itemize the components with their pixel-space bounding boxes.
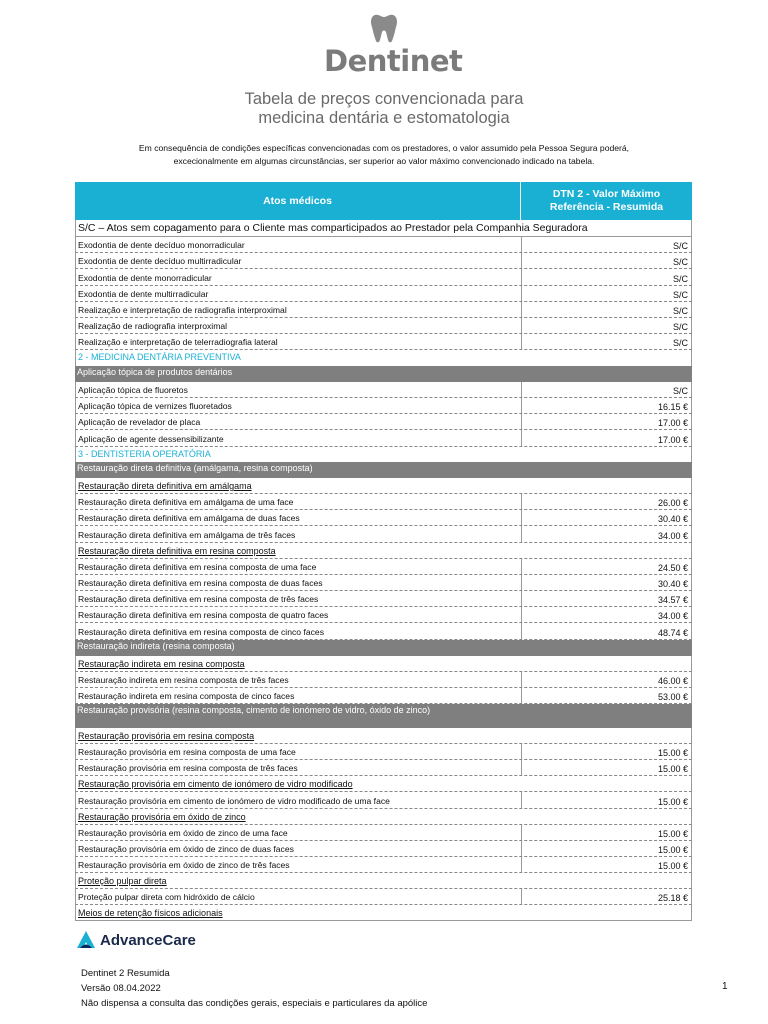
table-row: [75, 494, 692, 510]
act-price: S/C: [521, 237, 691, 252]
act-price: 15.00 €: [521, 744, 691, 759]
table-row: [75, 237, 692, 253]
act-label: Restauração indireta em resina composta de cinco faces: [78, 690, 295, 701]
table-row: [75, 672, 692, 688]
act-price: 30.40 €: [521, 510, 691, 525]
act-label: Restauração indireta em resina composta de três faces: [78, 674, 289, 685]
table-row: [75, 382, 692, 398]
act-price: 15.00 €: [521, 760, 691, 775]
act-price: 34.57 €: [521, 591, 691, 606]
table-row: [75, 302, 692, 318]
act-label: Restauração provisória em cimento de ionómero de vidro modificado de uma face: [78, 795, 390, 806]
table-row: [75, 792, 692, 808]
table-row: [75, 841, 692, 857]
advancecare-logo-icon: [76, 930, 96, 950]
act-price: S/C: [521, 302, 691, 317]
advancecare-logo: [76, 930, 196, 950]
price-table: [75, 182, 692, 921]
act-label: Realização de radiografia interproximal: [78, 321, 228, 332]
act-label: Restauração provisória em óxido de zinco de uma face: [78, 827, 288, 838]
act-label: Exodontia de dente monorradicular: [78, 272, 212, 283]
act-label: Proteção pulpar direta com hidróxido de cálcio: [78, 892, 255, 903]
table-row: [75, 575, 692, 591]
table-row: [75, 591, 692, 607]
act-label: Aplicação tópica de fluoretos: [78, 385, 188, 395]
sc-notice: S/C – Atos sem copagamento para o Cliente mas comparticipados ao Prestador pela Companhia Seguradora: [75, 220, 692, 237]
intro-line-1: Em consequência de condições específicas convencionadas com os prestadores, o valor assumido pela Pessoa Segura poderá,: [138, 143, 630, 153]
act-price: S/C: [521, 286, 691, 301]
subgroup-heading: Restauração provisória em resina composta: [75, 728, 692, 744]
subgroup-heading: Proteção pulpar direta: [75, 873, 692, 889]
table-row: [75, 318, 692, 334]
table-row: [75, 688, 692, 704]
footer-line-2: Versão 08.04.2022: [81, 983, 161, 994]
table-row: [75, 510, 692, 526]
table-row: [75, 857, 692, 873]
act-label: Aplicação de agente dessensibilizante: [78, 433, 224, 444]
subgroup-heading: Meios de retenção físicos adicionais: [75, 905, 692, 921]
act-price: S/C: [521, 334, 691, 349]
page-title: [0, 90, 768, 128]
footer-line-1: Dentinet 2 Resumida: [81, 968, 170, 979]
act-price: S/C: [521, 382, 691, 397]
header-value-line-1: DTN 2 - Valor Máximo: [552, 188, 661, 200]
page-number: 1: [722, 981, 728, 992]
table-row: [75, 398, 692, 414]
table-row: [75, 744, 692, 760]
act-price: 15.00 €: [521, 857, 691, 872]
act-label: Restauração provisória em óxido de zinco de três faces: [78, 860, 290, 871]
act-label: Restauração direta definitiva em amálgama de duas faces: [78, 513, 300, 524]
subgroup-heading: Restauração indireta em resina composta: [75, 656, 692, 672]
act-label: Exodontia de dente multirradicular: [78, 288, 209, 299]
act-label: Restauração direta definitiva em resina composta de uma face: [78, 561, 317, 572]
table-row: [75, 334, 692, 350]
act-price: 15.00 €: [521, 825, 691, 840]
intro-text: [80, 142, 688, 168]
act-label: Restauração direta definitiva em resina composta de duas faces: [78, 578, 323, 588]
act-label: Exodontia de dente decíduo multirradicular: [78, 256, 242, 267]
footer: [81, 966, 427, 1011]
table-row: [75, 269, 692, 285]
act-price: 48.74 €: [521, 623, 691, 638]
act-price: 24.50 €: [521, 559, 691, 574]
act-price: 53.00 €: [521, 688, 691, 703]
section-heading: 2 - MEDICINA DENTÁRIA PREVENTIVA: [75, 350, 692, 366]
act-price: 34.00 €: [521, 607, 691, 622]
act-label: Restauração provisória em resina composta de três faces: [78, 763, 298, 774]
act-label: Realização e interpretação de radiografia interproximal: [78, 304, 287, 315]
group-heading: Restauração direta definitiva (amálgama, resina composta): [75, 462, 692, 478]
subgroup-heading: Restauração provisória em cimento de ionómero de vidro modificado: [75, 776, 692, 792]
act-price: 15.00 €: [521, 841, 691, 856]
table-row: [75, 607, 692, 623]
table-row: [75, 889, 692, 905]
table-row: [75, 526, 692, 542]
act-price: 26.00 €: [521, 494, 691, 509]
section-heading: 3 - DENTISTERIA OPERATÓRIA: [75, 447, 692, 463]
table-row: [75, 559, 692, 575]
header-value-line-2: Referência - Resumida: [549, 201, 664, 213]
act-price: 30.40 €: [521, 575, 691, 590]
act-price: 25.18 €: [521, 889, 691, 904]
group-heading: Aplicação tópica de produtos dentários: [75, 366, 692, 382]
group-heading: Restauração provisória (resina composta, cimento de ionómero de vidro, óxido de zinco): [75, 704, 692, 728]
act-label: Restauração direta definitiva em amálgama de três faces: [78, 529, 296, 540]
act-label: Restauração direta definitiva em resina composta de quatro faces: [78, 610, 329, 621]
footer-line-3: Não dispensa a consulta das condições gerais, especiais e particulares da apólice: [81, 998, 428, 1009]
table-row: [75, 430, 692, 446]
table-row: [75, 253, 692, 269]
act-label: Restauração provisória em resina composta de uma face: [78, 747, 296, 758]
header-acts: Atos médicos: [75, 182, 521, 220]
table-body: [75, 237, 692, 921]
subgroup-heading: Restauração direta definitiva em resina composta: [75, 543, 692, 559]
act-label: Exodontia de dente decíduo monorradicular: [78, 240, 245, 251]
table-header: [75, 182, 692, 220]
act-label: Restauração direta definitiva em resina composta de três faces: [78, 594, 319, 605]
table-row: [75, 414, 692, 430]
table-row: [75, 825, 692, 841]
header-value: [521, 182, 692, 220]
act-label: Restauração direta definitiva em amálgama de uma face: [78, 497, 294, 508]
act-label: Realização e interpretação de telerradiografia lateral: [78, 337, 278, 348]
act-price: S/C: [521, 318, 691, 333]
act-price: 34.00 €: [521, 526, 691, 541]
act-price: 17.00 €: [521, 430, 691, 445]
act-label: Restauração direta definitiva em resina composta de cinco faces: [78, 626, 325, 637]
title-line-1: Tabela de preços convencionada para: [244, 90, 524, 108]
tooth-icon: [369, 12, 399, 44]
act-label: Restauração provisória em óxido de zinco de duas faces: [78, 843, 294, 854]
logo-text: Dentinet: [324, 44, 463, 78]
act-price: S/C: [521, 269, 691, 284]
group-heading: Restauração indireta (resina composta): [75, 640, 692, 656]
act-price: 17.00 €: [521, 414, 691, 429]
table-row: [75, 286, 692, 302]
act-label: Aplicação tópica de vernizes fluoretados: [78, 401, 232, 412]
intro-line-2: excecionalmente em algumas circunstâncias, ser superior ao valor máximo convencionado indicado na tabela.: [173, 156, 595, 166]
act-price: 15.00 €: [521, 792, 691, 807]
title-line-2: medicina dentária e estomatologia: [258, 109, 510, 127]
act-label: Aplicação de revelador de placa: [78, 417, 201, 428]
advancecare-text: AdvanceCare: [100, 931, 196, 949]
act-price: S/C: [521, 253, 691, 268]
table-row: [75, 760, 692, 776]
table-row: [75, 623, 692, 639]
subgroup-heading: Restauração provisória em óxido de zinco: [75, 809, 692, 825]
subgroup-heading: Restauração direta definitiva em amálgama: [75, 478, 692, 494]
dentinet-logo: [324, 12, 463, 84]
act-price: 16.15 €: [521, 398, 691, 413]
act-price: 46.00 €: [521, 672, 691, 687]
